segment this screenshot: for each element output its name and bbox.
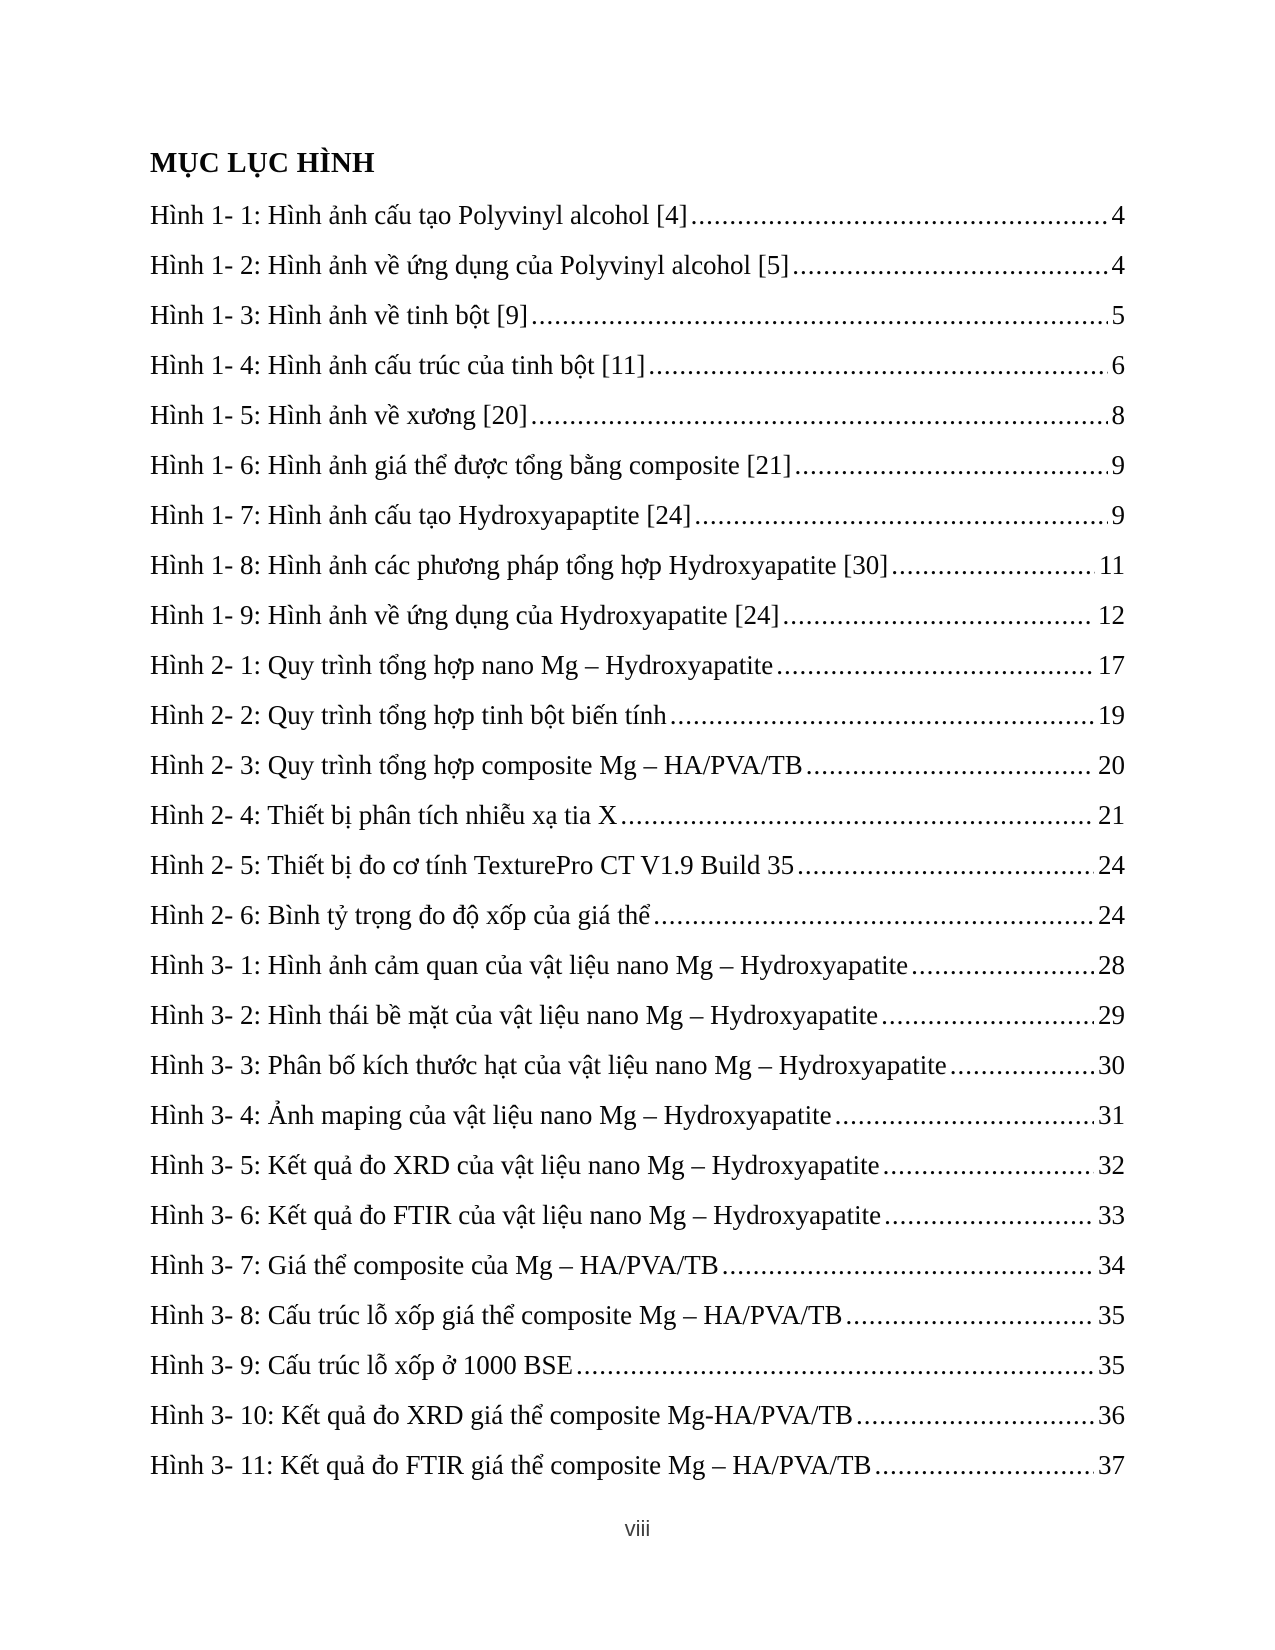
toc-entry-page: 32 <box>1098 1150 1125 1180</box>
dot-leader <box>620 790 1094 840</box>
dot-leader <box>891 540 1095 590</box>
toc-entry <box>150 590 1125 640</box>
dot-leader <box>883 1140 1094 1190</box>
toc-entry-label: Hình 3- 10: Kết quả đo XRD giá thể composite Mg-HA/PVA/TB <box>150 1400 853 1430</box>
toc-entry-page: 24 <box>1098 850 1125 880</box>
dot-leader <box>648 340 1107 390</box>
toc-entry-page: 28 <box>1098 950 1125 980</box>
toc-entry <box>150 690 1125 740</box>
toc-entry <box>150 440 1125 490</box>
dot-leader <box>653 890 1094 940</box>
dot-leader <box>792 240 1107 290</box>
toc-entry <box>150 790 1125 840</box>
toc-entry <box>150 1190 1125 1240</box>
toc-entry-label: Hình 1- 4: Hình ảnh cấu trúc của tinh bột [11] <box>150 350 646 380</box>
dot-leader <box>884 1190 1094 1240</box>
toc-entry-label: Hình 1- 8: Hình ảnh các phương pháp tổng hợp Hydroxyapatite [30] <box>150 550 889 580</box>
toc-entry-label: Hình 3- 6: Kết quả đo FTIR của vật liệu nano Mg – Hydroxyapatite <box>150 1200 882 1230</box>
dot-leader <box>576 1340 1094 1390</box>
toc-entry-page: 4 <box>1111 250 1125 280</box>
toc-entry <box>150 1090 1125 1140</box>
figure-list <box>150 190 1125 1490</box>
toc-entry-label: Hình 2- 5: Thiết bị đo cơ tính TexturePro CT V1.9 Build 35 <box>150 850 795 880</box>
toc-entry <box>150 640 1125 690</box>
dot-leader <box>722 1240 1094 1290</box>
toc-entry-label: Hình 1- 5: Hình ảnh về xương [20] <box>150 400 528 430</box>
toc-entry <box>150 1340 1125 1390</box>
dot-leader <box>797 840 1094 890</box>
toc-entry-page: 33 <box>1098 1200 1125 1230</box>
toc-entry-page: 19 <box>1098 700 1125 730</box>
toc-entry-label: Hình 2- 6: Bình tỷ trọng đo độ xốp của giá thể <box>150 900 651 930</box>
toc-entry-page: 35 <box>1098 1300 1125 1330</box>
toc-entry-label: Hình 1- 2: Hình ảnh về ứng dụng của Polyvinyl alcohol [5] <box>150 250 790 280</box>
dot-leader <box>874 1440 1094 1490</box>
dot-leader <box>835 1090 1094 1140</box>
toc-entry-page: 36 <box>1098 1400 1125 1430</box>
toc-entry <box>150 340 1125 390</box>
dot-leader <box>806 740 1094 790</box>
toc-entry-label: Hình 3- 2: Hình thái bề mặt của vật liệu nano Mg – Hydroxyapatite <box>150 1000 879 1030</box>
toc-entry <box>150 190 1125 240</box>
toc-entry-label: Hình 2- 3: Quy trình tổng hợp composite Mg – HA/PVA/TB <box>150 750 803 780</box>
dot-leader <box>691 190 1108 240</box>
toc-entry-page: 9 <box>1111 500 1125 530</box>
toc-entry <box>150 940 1125 990</box>
toc-entry <box>150 840 1125 890</box>
toc-entry <box>150 890 1125 940</box>
dot-leader <box>795 440 1108 490</box>
toc-entry <box>150 1440 1125 1490</box>
dot-leader <box>531 290 1108 340</box>
toc-entry-label: Hình 3- 1: Hình ảnh cảm quan của vật liệu nano Mg – Hydroxyapatite <box>150 950 909 980</box>
toc-entry <box>150 990 1125 1040</box>
toc-entry-page: 34 <box>1098 1250 1125 1280</box>
dot-leader <box>531 390 1108 440</box>
dot-leader <box>670 690 1094 740</box>
toc-entry-page: 4 <box>1111 200 1125 230</box>
toc-entry-page: 31 <box>1098 1100 1125 1130</box>
toc-entry-label: Hình 1- 6: Hình ảnh giá thể được tổng bằng composite [21] <box>150 450 792 480</box>
page-title: MỤC LỤC HÌNH <box>150 147 375 179</box>
toc-entry <box>150 1040 1125 1090</box>
toc-entry-label: Hình 2- 1: Quy trình tổng hợp nano Mg – Hydroxyapatite <box>150 650 774 680</box>
toc-entry <box>150 1390 1125 1440</box>
toc-entry-label: Hình 2- 2: Quy trình tổng hợp tinh bột biến tính <box>150 700 667 730</box>
dot-leader <box>694 490 1107 540</box>
page-footer-number: viii <box>624 1516 651 1541</box>
toc-entry-page: 20 <box>1098 750 1125 780</box>
toc-entry <box>150 490 1125 540</box>
toc-entry <box>150 1240 1125 1290</box>
toc-entry-label: Hình 3- 5: Kết quả đo XRD của vật liệu nano Mg – Hydroxyapatite <box>150 1150 880 1180</box>
toc-entry-page: 5 <box>1111 300 1125 330</box>
toc-entry-label: Hình 3- 9: Cấu trúc lỗ xốp ở 1000 BSE <box>150 1350 574 1380</box>
toc-entry-page: 24 <box>1098 900 1125 930</box>
toc-entry-label: Hình 3- 7: Giá thể composite của Mg – HA/PVA/TB <box>150 1250 719 1280</box>
toc-entry-label: Hình 1- 3: Hình ảnh về tinh bột [9] <box>150 300 528 330</box>
toc-entry-label: Hình 1- 1: Hình ảnh cấu tạo Polyvinyl alcohol [4] <box>150 200 688 230</box>
toc-entry-label: Hình 3- 11: Kết quả đo FTIR giá thể composite Mg – HA/PVA/TB <box>150 1450 872 1480</box>
dot-leader <box>845 1290 1094 1340</box>
toc-entry-label: Hình 3- 3: Phân bố kích thước hạt của vật liệu nano Mg – Hydroxyapatite <box>150 1050 947 1080</box>
dot-leader <box>950 1040 1094 1090</box>
toc-entry-page: 6 <box>1111 350 1125 380</box>
toc-entry-page: 21 <box>1098 800 1125 830</box>
toc-entry-label: Hình 1- 9: Hình ảnh về ứng dụng của Hydroxyapatite [24] <box>150 600 780 630</box>
toc-entry <box>150 1140 1125 1190</box>
dot-leader <box>783 590 1095 640</box>
dot-leader <box>911 940 1094 990</box>
toc-entry-label: Hình 3- 8: Cấu trúc lỗ xốp giá thể composite Mg – HA/PVA/TB <box>150 1300 843 1330</box>
toc-entry <box>150 540 1125 590</box>
toc-entry-page: 30 <box>1098 1050 1125 1080</box>
toc-entry <box>150 240 1125 290</box>
toc-entry-label: Hình 1- 7: Hình ảnh cấu tạo Hydroxyapaptite [24] <box>150 500 692 530</box>
toc-entry-page: 35 <box>1098 1350 1125 1380</box>
toc-entry <box>150 290 1125 340</box>
toc-entry-page: 37 <box>1098 1450 1125 1480</box>
toc-entry-label: Hình 3- 4: Ảnh maping của vật liệu nano Mg – Hydroxyapatite <box>150 1100 832 1130</box>
toc-entry-page: 17 <box>1098 650 1125 680</box>
dot-leader <box>881 990 1094 1040</box>
toc-entry-page: 12 <box>1098 600 1125 630</box>
toc-entry <box>150 1290 1125 1340</box>
toc-entry-page: 8 <box>1111 400 1125 430</box>
toc-entry-page: 11 <box>1099 550 1125 580</box>
toc-entry-page: 9 <box>1111 450 1125 480</box>
toc-entry <box>150 390 1125 440</box>
dot-leader <box>776 640 1094 690</box>
dot-leader <box>856 1390 1094 1440</box>
toc-entry-label: Hình 2- 4: Thiết bị phân tích nhiễu xạ tia X <box>150 800 618 830</box>
toc-entry-page: 29 <box>1098 1000 1125 1030</box>
toc-entry <box>150 740 1125 790</box>
